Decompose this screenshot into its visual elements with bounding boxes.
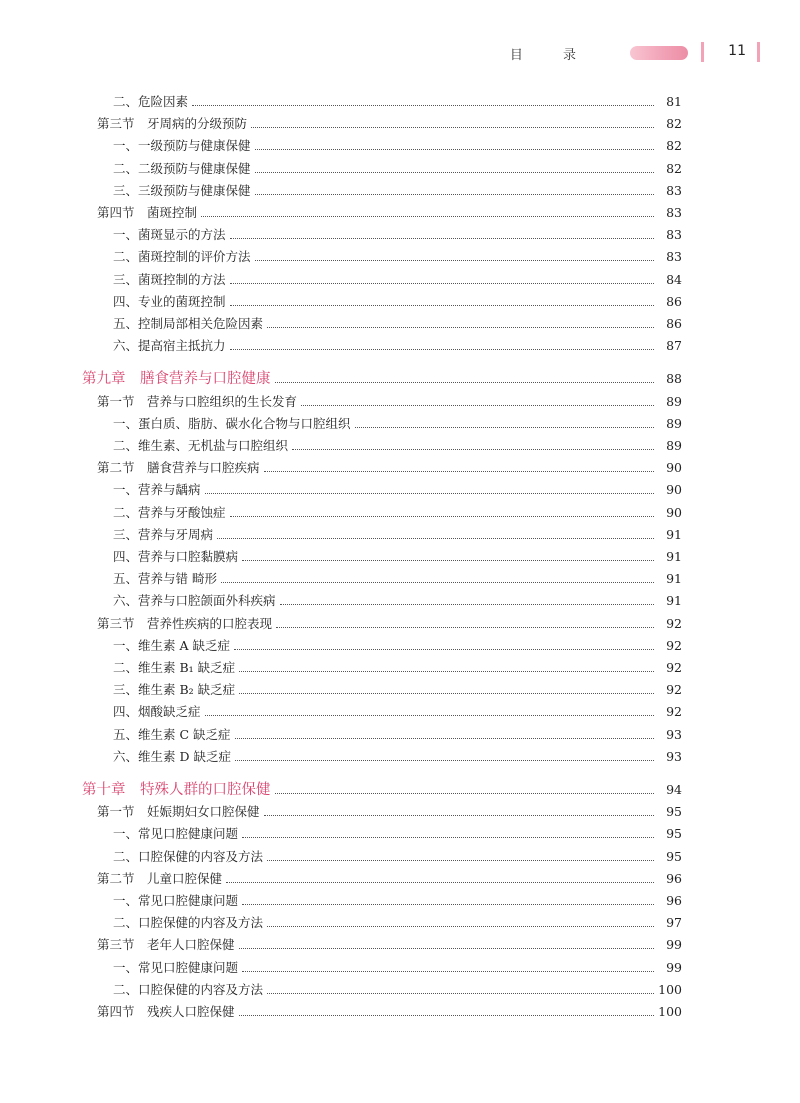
toc-subsection[interactable] <box>0 954 800 976</box>
toc-entry-label: 二、危险因素 <box>113 94 189 109</box>
toc-entry-page: 91 <box>666 571 682 587</box>
toc-entry-page: 92 <box>666 682 682 698</box>
toc-subsection[interactable] <box>0 221 800 243</box>
toc-entry-page: 95 <box>666 804 682 820</box>
toc-section[interactable] <box>0 454 800 476</box>
toc-entry-label: 二、口腔保健的内容及方法 <box>113 915 264 931</box>
dot-leader <box>239 670 654 672</box>
toc-section[interactable] <box>0 610 800 632</box>
toc-subsection[interactable] <box>0 909 800 931</box>
toc-entry-page: 84 <box>666 271 682 287</box>
toc-entry-page: 100 <box>658 981 682 997</box>
dot-leader <box>192 104 654 106</box>
dot-leader <box>267 925 654 927</box>
toc-entry-label: 六、维生素 D 缺乏症 <box>113 748 231 764</box>
toc-entry-label: 二、口腔保健的内容及方法 <box>113 981 264 997</box>
toc-entry-label: 第三节 营养性疾病的口腔表现 <box>97 615 273 631</box>
toc-entry-page: 97 <box>666 915 682 931</box>
toc-entry-page: 95 <box>666 848 682 864</box>
toc-entry-label: 一、一级预防与健康保健 <box>113 138 251 154</box>
toc-entry-label: 第一节 营养与口腔组织的生长发育 <box>97 393 298 409</box>
header-edge-bar <box>757 42 760 62</box>
page-header <box>0 40 760 66</box>
toc-entry-page: 96 <box>666 893 682 908</box>
toc-entry-page: 83 <box>666 182 682 198</box>
dot-leader <box>275 792 655 794</box>
header-title: 目 录 <box>509 48 594 63</box>
toc-entry-label: 一、常见口腔健康问题 <box>113 959 239 975</box>
toc-entry-page: 89 <box>666 393 682 409</box>
dot-leader <box>205 714 654 716</box>
toc-entry-page: 89 <box>666 438 682 453</box>
toc-section[interactable] <box>0 998 800 1020</box>
toc-entry-page: 86 <box>666 293 682 309</box>
toc-subsection[interactable] <box>0 676 800 698</box>
toc-subsection[interactable] <box>0 432 800 454</box>
toc-entry-label: 三、营养与牙周病 <box>113 526 214 542</box>
dot-leader <box>255 259 654 261</box>
dot-leader <box>280 603 654 605</box>
toc-subsection[interactable] <box>0 266 800 288</box>
page-number: 11 <box>728 43 746 59</box>
dot-leader <box>301 404 654 406</box>
toc-entry-label: 二、口腔保健的内容及方法 <box>113 848 264 864</box>
dot-leader <box>239 947 654 949</box>
toc-entry-page: 88 <box>666 371 682 387</box>
toc-section[interactable] <box>0 110 800 132</box>
toc-subsection[interactable] <box>0 476 800 498</box>
dot-leader <box>205 492 654 494</box>
toc-section[interactable] <box>0 931 800 953</box>
dot-leader <box>242 903 654 905</box>
toc-subsection[interactable] <box>0 521 800 543</box>
toc-entry-page: 96 <box>666 870 682 886</box>
toc-subsection[interactable] <box>0 698 800 720</box>
toc-subsection[interactable] <box>0 587 800 609</box>
toc-entry-label: 第九章 膳食营养与口腔健康 <box>82 371 271 388</box>
toc-subsection[interactable] <box>0 743 800 765</box>
toc-entry-page: 92 <box>666 615 682 631</box>
toc-subsection[interactable] <box>0 410 800 432</box>
toc-entry-label: 五、控制局部相关危险因素 <box>113 316 264 331</box>
toc-entry-label: 二、维生素、无机盐与口腔组织 <box>113 438 289 453</box>
dot-leader <box>255 171 654 173</box>
toc-entry-page: 91 <box>666 549 682 564</box>
toc-entry-page: 93 <box>666 748 682 764</box>
dot-leader <box>230 515 654 517</box>
toc-entry-label: 第一节 妊娠期妇女口腔保健 <box>97 804 260 820</box>
toc-chapter[interactable] <box>0 776 800 798</box>
toc-entry-label: 第三节 老年人口腔保健 <box>97 937 235 953</box>
toc-entry-label: 一、常见口腔健康问题 <box>113 893 239 908</box>
toc-section[interactable] <box>0 798 800 820</box>
dot-leader <box>275 381 655 383</box>
toc-entry-label: 五、营养与错 畸形 <box>113 571 217 587</box>
dot-leader <box>242 836 654 838</box>
dot-leader <box>255 148 654 150</box>
toc-entry-label: 第二节 膳食营养与口腔疾病 <box>97 460 260 476</box>
toc-entry-label: 一、蛋白质、脂肪、碳水化合物与口腔组织 <box>113 415 351 431</box>
dot-leader <box>292 448 654 450</box>
toc-entry-page: 83 <box>666 205 682 220</box>
toc-entry-page: 92 <box>666 660 682 675</box>
toc-subsection[interactable] <box>0 288 800 310</box>
toc-entry-label: 一、营养与龋病 <box>113 482 201 498</box>
toc-entry-page: 81 <box>666 94 682 109</box>
toc-entry-label: 第三节 牙周病的分级预防 <box>97 116 248 132</box>
toc-entry-page: 92 <box>666 637 682 653</box>
dot-leader <box>239 692 654 694</box>
toc-entry-label: 第四节 菌斑控制 <box>97 205 198 220</box>
dot-leader <box>264 814 654 816</box>
dot-leader <box>264 470 654 472</box>
toc-subsection[interactable] <box>0 88 800 110</box>
toc-entry-page: 87 <box>666 338 682 354</box>
toc-entry-page: 91 <box>666 526 682 542</box>
toc-subsection[interactable] <box>0 310 800 332</box>
toc-subsection[interactable] <box>0 332 800 354</box>
toc-subsection[interactable] <box>0 654 800 676</box>
toc-subsection[interactable] <box>0 565 800 587</box>
dot-leader <box>267 859 654 861</box>
toc-entry-page: 94 <box>666 782 682 797</box>
toc-entry-page: 89 <box>666 415 682 431</box>
header-decoration-pill <box>630 46 688 60</box>
toc-entry-page: 90 <box>666 504 682 520</box>
toc-subsection[interactable] <box>0 887 800 909</box>
toc-entry-label: 二、维生素 B₁ 缺乏症 <box>113 660 236 675</box>
toc-entry-label: 三、菌斑控制的方法 <box>113 271 226 287</box>
toc-entry-page: 83 <box>666 227 682 243</box>
toc-entry-page: 82 <box>666 160 682 176</box>
dot-leader <box>255 193 654 195</box>
dot-leader <box>230 282 654 284</box>
toc-entry-label: 五、维生素 C 缺乏症 <box>113 726 231 742</box>
toc-entry-page: 82 <box>666 116 682 132</box>
toc-subsection[interactable] <box>0 243 800 265</box>
toc-section[interactable] <box>0 199 800 221</box>
dot-leader <box>235 759 654 761</box>
dot-leader <box>226 881 654 883</box>
dot-leader <box>201 215 654 217</box>
toc-entry-label: 六、提高宿主抵抗力 <box>113 338 226 354</box>
dot-leader <box>251 126 654 128</box>
toc-subsection[interactable] <box>0 632 800 654</box>
toc-entry-label: 第四节 残疾人口腔保健 <box>97 1004 235 1019</box>
toc-entry-page: 91 <box>666 593 682 609</box>
toc-entry-page: 82 <box>666 138 682 154</box>
toc-entry-page: 86 <box>666 316 682 331</box>
toc-chapter[interactable] <box>0 365 800 387</box>
dot-leader <box>276 626 654 628</box>
toc-subsection[interactable] <box>0 543 800 565</box>
toc-entry-page: 90 <box>666 482 682 498</box>
toc-entry-page: 93 <box>666 726 682 742</box>
toc-entry-page: 99 <box>666 937 682 953</box>
dot-leader <box>230 237 654 239</box>
toc-entry-label: 四、烟酸缺乏症 <box>113 704 201 720</box>
toc-entry-label: 三、三级预防与健康保健 <box>113 182 251 198</box>
toc-entry-page: 99 <box>666 959 682 975</box>
dot-leader <box>267 326 654 328</box>
dot-leader <box>230 304 654 306</box>
toc-section[interactable] <box>0 865 800 887</box>
toc-entry-label: 一、维生素 A 缺乏症 <box>113 637 230 653</box>
toc-entry-page: 90 <box>666 460 682 476</box>
header-divider <box>701 42 704 62</box>
toc-entry-label: 二、二级预防与健康保健 <box>113 160 251 176</box>
toc-subsection[interactable] <box>0 155 800 177</box>
toc-entry-label: 一、菌斑显示的方法 <box>113 227 226 243</box>
toc-entry-label: 二、营养与牙酸蚀症 <box>113 504 226 520</box>
dot-leader <box>235 737 654 739</box>
toc-entry-label: 二、菌斑控制的评价方法 <box>113 249 251 265</box>
toc-subsection[interactable] <box>0 499 800 521</box>
toc-section[interactable] <box>0 388 800 410</box>
toc-subsection[interactable] <box>0 721 800 743</box>
toc-entry-page: 92 <box>666 704 682 720</box>
dot-leader <box>217 537 654 539</box>
toc-subsection[interactable] <box>0 177 800 199</box>
toc-entry-label: 四、专业的菌斑控制 <box>113 293 226 309</box>
dot-leader <box>239 1014 654 1016</box>
dot-leader <box>221 581 654 583</box>
dot-leader <box>355 426 654 428</box>
toc-entry-label: 一、常见口腔健康问题 <box>113 826 239 842</box>
dot-leader <box>242 559 654 561</box>
toc-entry-label: 第十章 特殊人群的口腔保健 <box>82 782 271 798</box>
toc-subsection[interactable] <box>0 132 800 154</box>
toc-entry-page: 95 <box>666 826 682 842</box>
toc-subsection[interactable] <box>0 976 800 998</box>
toc-entry-label: 三、维生素 B₂ 缺乏症 <box>113 682 236 698</box>
dot-leader <box>234 648 654 650</box>
toc-entry-page: 100 <box>658 1004 682 1019</box>
toc-entry-page: 83 <box>666 249 682 265</box>
dot-leader <box>242 970 654 972</box>
toc-entry-label: 六、营养与口腔颌面外科疾病 <box>113 593 276 609</box>
toc-entry-label: 第二节 儿童口腔保健 <box>97 870 223 886</box>
dot-leader <box>267 992 654 994</box>
dot-leader <box>230 348 654 350</box>
toc-subsection[interactable] <box>0 820 800 842</box>
toc-subsection[interactable] <box>0 843 800 865</box>
toc-entry-label: 四、营养与口腔黏膜病 <box>113 549 239 564</box>
